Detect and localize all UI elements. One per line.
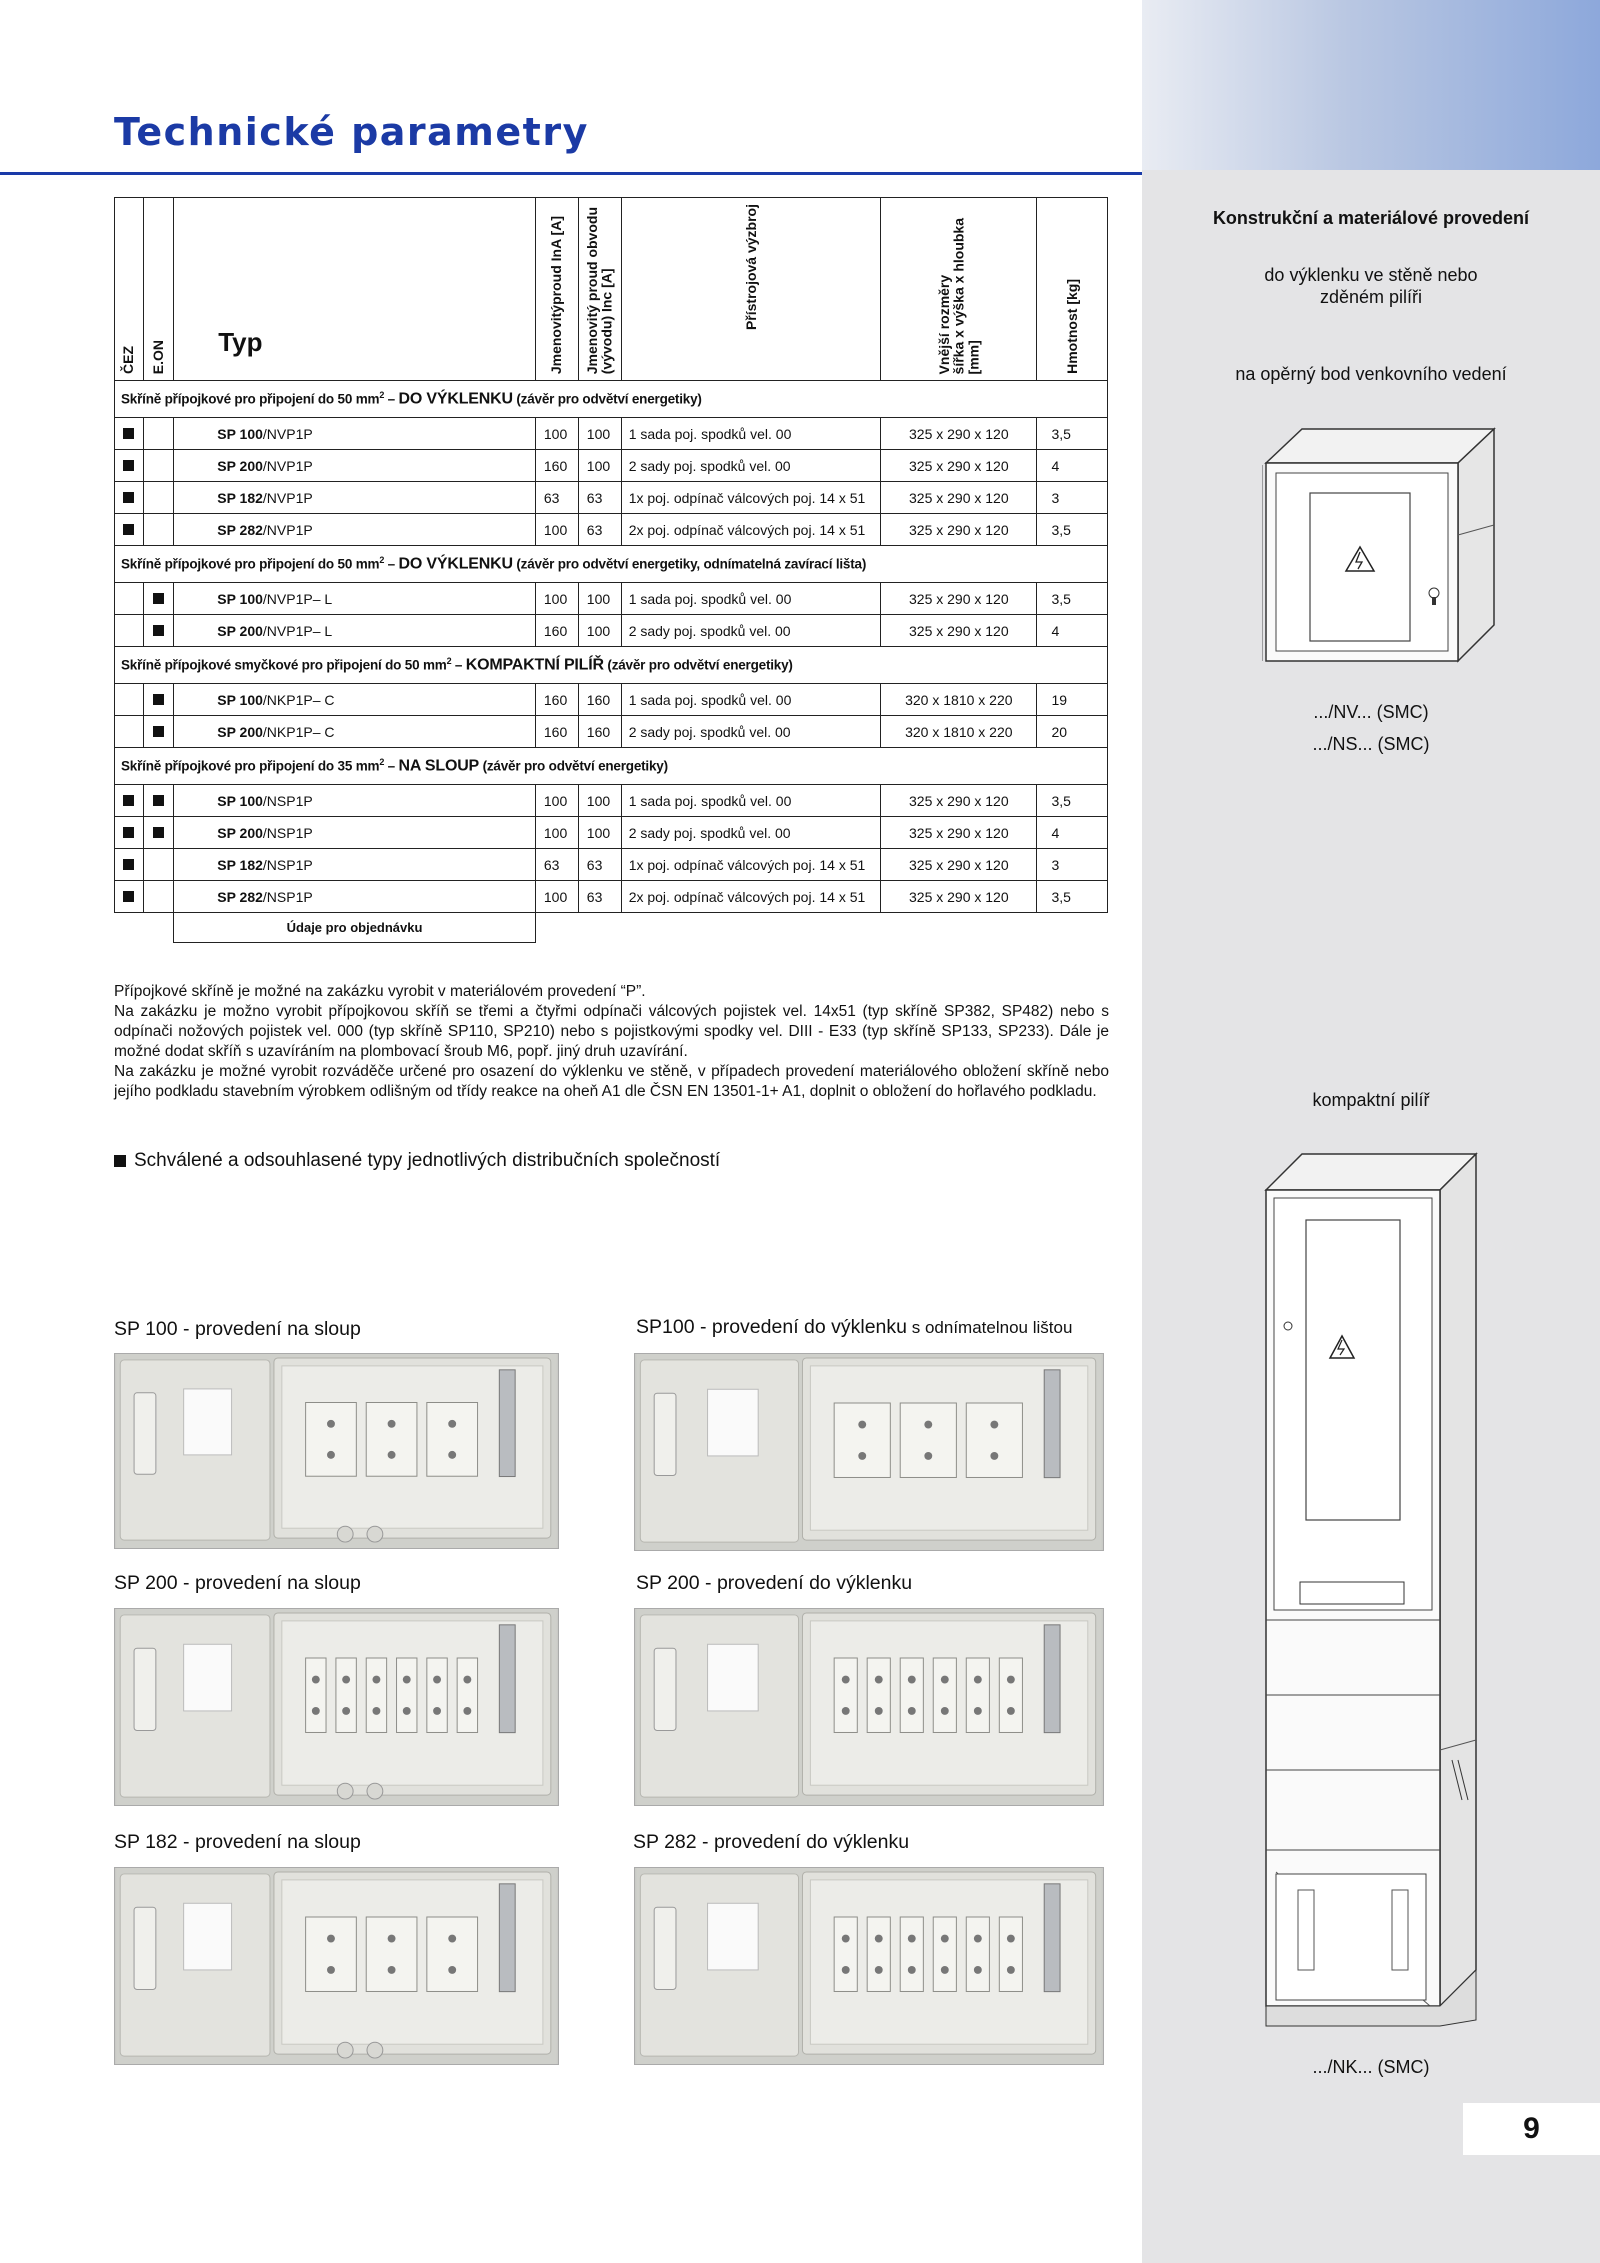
- variant-ns-label: .../NS... (SMC): [1312, 734, 1430, 754]
- type-variant: /NKP1P– C: [262, 723, 335, 740]
- cez-mark-cell: [115, 583, 144, 615]
- section-title-part: 2: [379, 389, 385, 400]
- eon-mark-cell: [143, 785, 174, 817]
- section-title-part: (závěr pro odvětví energetiky): [479, 758, 668, 774]
- type-cell: [174, 615, 536, 647]
- photo-caption: SP 200 - provedení na sloup: [114, 1572, 361, 1594]
- section-title-part: 2: [379, 554, 385, 565]
- table-row: [115, 716, 1108, 748]
- rated-current-cell: 63: [535, 849, 578, 881]
- section-title: [115, 546, 1108, 583]
- weight-cell: 3,5: [1037, 881, 1108, 913]
- section-title-part: (závěr pro odvětví energetiky): [603, 657, 793, 673]
- rated-circuit-current-cell: 63: [578, 514, 621, 546]
- dimensions-cell: 325 x 290 x 120: [881, 817, 1037, 849]
- page-number: 9: [1523, 2112, 1540, 2145]
- eon-mark-cell: [143, 583, 174, 615]
- table-row: [115, 482, 1108, 514]
- notes: [114, 982, 1109, 1102]
- rated-current-cell: 160: [535, 615, 578, 647]
- rated-circuit-current-cell: 100: [578, 418, 621, 450]
- dimensions-cell: 325 x 290 x 120: [881, 514, 1037, 546]
- equipment-cell: 2 sady poj. spodků vel. 00: [621, 450, 880, 482]
- section-title-part: DO VÝKLENKU: [398, 390, 513, 408]
- equipment-cell: 2 sady poj. spodků vel. 00: [621, 615, 880, 647]
- square-mark-icon: [153, 625, 164, 636]
- weight-cell: 3: [1037, 849, 1108, 881]
- type-variant: /NVP1P: [262, 521, 313, 538]
- niche-variant-text: do výklenku ve stěně nebo zděném pilíři: [1264, 265, 1478, 307]
- cez-mark-cell: [115, 418, 144, 450]
- eon-mark-cell: [143, 450, 174, 482]
- section-title-part: Skříně přípojkové smyčkové pro připojení do 50 mm: [121, 657, 447, 673]
- rated-current-cell: 100: [535, 418, 578, 450]
- type-cell: [174, 716, 536, 748]
- spacer-cell: [535, 913, 1107, 943]
- order-row: [115, 913, 1108, 943]
- header-eon: E.ON: [143, 198, 174, 381]
- table-row: [115, 881, 1108, 913]
- rated-circuit-current-cell: 100: [578, 615, 621, 647]
- header-type: Typ: [174, 198, 536, 381]
- weight-cell: 3,5: [1037, 418, 1108, 450]
- dimensions-cell: 325 x 290 x 120: [881, 849, 1037, 881]
- header-dimensions: Vnější rozměry šířka x výška x hloubka [mm]: [881, 198, 1037, 381]
- cez-mark-cell: [115, 450, 144, 482]
- dimensions-cell: 325 x 290 x 120: [881, 785, 1037, 817]
- cez-mark-cell: [115, 684, 144, 716]
- photo-caption: SP 282 - provedení do výklenku: [633, 1831, 910, 1853]
- rated-circuit-current-cell: 63: [578, 482, 621, 514]
- type-code: SP 282: [217, 888, 263, 905]
- eon-mark-cell: [143, 817, 174, 849]
- section-title-part: –: [451, 657, 466, 673]
- compact-pillar-drawing: [1262, 1150, 1482, 2030]
- dimensions-cell: 325 x 290 x 120: [881, 418, 1037, 450]
- dimensions-cell: 320 x 1810 x 220: [881, 716, 1037, 748]
- type-code: SP 100: [217, 792, 263, 809]
- weight-cell: 4: [1037, 615, 1108, 647]
- equipment-cell: 2x poj. odpínač válcových poj. 14 x 51: [621, 881, 880, 913]
- spec-table: [114, 197, 1108, 943]
- dimensions-cell: 325 x 290 x 120: [881, 482, 1037, 514]
- table-row: [115, 849, 1108, 881]
- weight-cell: 3,5: [1037, 583, 1108, 615]
- type-cell: [174, 785, 536, 817]
- eon-mark-cell: [143, 716, 174, 748]
- type-code: SP 100: [217, 691, 263, 708]
- header-rated-current: Jmenovitýproud InA [A]: [535, 198, 578, 381]
- section-title-part: Skříně přípojkové pro připojení do 50 mm: [121, 391, 380, 407]
- square-mark-icon: [123, 428, 134, 439]
- square-mark-icon: [153, 694, 164, 705]
- type-variant: /NKP1P– C: [262, 691, 335, 708]
- eon-mark-cell: [143, 849, 174, 881]
- dimensions-cell: 320 x 1810 x 220: [881, 684, 1037, 716]
- type-code: SP 200: [217, 824, 263, 841]
- section-title-part: (závěr pro odvětví energetiky): [512, 391, 702, 407]
- type-cell: [174, 817, 536, 849]
- eon-mark-cell: [143, 881, 174, 913]
- photo-caption: SP100 - provedení do výklenku s odnímatelnou lištou: [636, 1316, 1073, 1338]
- type-cell: [174, 514, 536, 546]
- type-code: SP 200: [217, 622, 263, 639]
- eon-mark-cell: [143, 482, 174, 514]
- wall-box-drawing: [1262, 425, 1498, 675]
- legend: [114, 1150, 720, 1172]
- type-cell: [174, 583, 536, 615]
- rated-circuit-current-cell: 100: [578, 817, 621, 849]
- type-variant: /NVP1P– L: [262, 590, 333, 607]
- rated-current-cell: 100: [535, 514, 578, 546]
- section-row: [115, 381, 1108, 418]
- section-title-part: –: [384, 391, 399, 407]
- type-variant: /NSP1P: [262, 856, 313, 873]
- section-title-part: KOMPAKTNÍ PILÍŘ: [465, 656, 604, 674]
- order-label: Údaje pro objednávku: [174, 913, 536, 943]
- section-title: [115, 748, 1108, 785]
- legend-square-icon: [114, 1155, 126, 1167]
- table-row: [115, 684, 1108, 716]
- type-code: SP 200: [217, 723, 263, 740]
- pole-variant-text: na opěrný bod venkovního vedení: [1235, 364, 1507, 384]
- type-cell: [174, 849, 536, 881]
- section-title-part: 2: [446, 655, 452, 666]
- rated-current-cell: 160: [535, 684, 578, 716]
- type-cell: [174, 450, 536, 482]
- type-variant: /NSP1P: [262, 792, 313, 809]
- table-row: [115, 583, 1108, 615]
- square-mark-icon: [153, 827, 164, 838]
- section-title-part: Skříně přípojkové pro připojení do 50 mm: [121, 556, 380, 572]
- eon-mark-cell: [143, 418, 174, 450]
- table-row: [115, 785, 1108, 817]
- type-code: SP 100: [217, 590, 263, 607]
- equipment-cell: 1x poj. odpínač válcových poj. 14 x 51: [621, 482, 880, 514]
- type-variant: /NVP1P: [262, 489, 313, 506]
- table-row: [115, 615, 1108, 647]
- type-code: SP 182: [217, 489, 263, 506]
- type-code: SP 100: [217, 425, 263, 442]
- square-mark-icon: [123, 891, 134, 902]
- dimensions-cell: 325 x 290 x 120: [881, 615, 1037, 647]
- square-mark-icon: [153, 726, 164, 737]
- square-mark-icon: [153, 795, 164, 806]
- table-row: [115, 514, 1108, 546]
- weight-cell: 3: [1037, 482, 1108, 514]
- rated-current-cell: 160: [535, 716, 578, 748]
- type-cell: [174, 482, 536, 514]
- cez-mark-cell: [115, 514, 144, 546]
- weight-cell: 4: [1037, 450, 1108, 482]
- page-number-box: [1463, 2103, 1600, 2155]
- section-row: [115, 748, 1108, 785]
- equipment-cell: 1x poj. odpínač válcových poj. 14 x 51: [621, 849, 880, 881]
- section-title-part: Skříně přípojkové pro připojení do 35 mm: [121, 758, 380, 774]
- cez-mark-cell: [115, 881, 144, 913]
- equipment-cell: 2 sady poj. spodků vel. 00: [621, 716, 880, 748]
- section-title-part: 2: [379, 756, 385, 767]
- type-code: SP 282: [217, 521, 263, 538]
- cez-mark-cell: [115, 849, 144, 881]
- photo-caption: SP 182 - provedení na sloup: [114, 1831, 361, 1853]
- dimensions-cell: 325 x 290 x 120: [881, 881, 1037, 913]
- dimensions-cell: 325 x 290 x 120: [881, 450, 1037, 482]
- photo-caption: SP 100 - provedení na sloup: [114, 1318, 361, 1340]
- weight-cell: 4: [1037, 817, 1108, 849]
- square-mark-icon: [123, 492, 134, 503]
- eon-mark-cell: [143, 615, 174, 647]
- equipment-cell: 2x poj. odpínač válcových poj. 14 x 51: [621, 514, 880, 546]
- square-mark-icon: [123, 859, 134, 870]
- type-variant: /NVP1P: [262, 457, 313, 474]
- sp100-niche-photo: [634, 1353, 1104, 1551]
- legend-text: Schválené a odsouhlasené typy jednotlivých distribučních společností: [134, 1150, 721, 1171]
- section-title-part: DO VÝKLENKU: [398, 555, 513, 573]
- compact-pillar-label: kompaktní pilíř: [1312, 1090, 1430, 1110]
- type-variant: /NVP1P: [262, 425, 313, 442]
- table-row: [115, 418, 1108, 450]
- rated-circuit-current-cell: 63: [578, 849, 621, 881]
- weight-cell: 20: [1037, 716, 1108, 748]
- type-code: SP 200: [217, 457, 263, 474]
- rated-circuit-current-cell: 100: [578, 450, 621, 482]
- rated-current-cell: 100: [535, 583, 578, 615]
- square-mark-icon: [153, 593, 164, 604]
- sp282-niche-photo: [634, 1867, 1104, 2065]
- cez-mark-cell: [115, 615, 144, 647]
- note-paragraph: Na zakázku je možné vyrobit rozváděče určené pro osazení do výklenku ve stěně, v případech provedení materiálového obložení skříně nebo jejího podkladu stavebním výrobkem odlišným od třídy reakce na oheň A1 dle ČSN EN 13501-1+ A1, doplnit o obložení do hořlavého podkladu.: [114, 1063, 1109, 1100]
- variant-nk-label: .../NK... (SMC): [1312, 2057, 1430, 2077]
- table-row: [115, 450, 1108, 482]
- type-code: SP 182: [217, 856, 263, 873]
- type-cell: [174, 418, 536, 450]
- sp100-pole-photo: [114, 1353, 559, 1549]
- photo-caption: SP 200 - provedení do výklenku: [636, 1572, 913, 1594]
- header-rated-circuit-current: Jmenovitý proud obvodu (vývodu) Inc [A]: [578, 198, 621, 381]
- rated-circuit-current-cell: 160: [578, 716, 621, 748]
- equipment-cell: 1 sada poj. spodků vel. 00: [621, 785, 880, 817]
- square-mark-icon: [123, 795, 134, 806]
- eon-mark-cell: [143, 684, 174, 716]
- type-variant: /NVP1P– L: [262, 622, 333, 639]
- cez-mark-cell: [115, 785, 144, 817]
- square-mark-icon: [123, 460, 134, 471]
- sp200-niche-photo: [634, 1608, 1104, 1806]
- section-row: [115, 546, 1108, 583]
- page-title: Technické parametry: [114, 110, 589, 154]
- sp200-pole-photo: [114, 1608, 559, 1806]
- type-variant: /NSP1P: [262, 888, 313, 905]
- section-title: [115, 647, 1108, 684]
- square-mark-icon: [123, 524, 134, 535]
- rated-current-cell: 100: [535, 817, 578, 849]
- rated-circuit-current-cell: 100: [578, 785, 621, 817]
- cez-mark-cell: [115, 716, 144, 748]
- dimensions-cell: 325 x 290 x 120: [881, 583, 1037, 615]
- type-cell: [174, 881, 536, 913]
- cez-mark-cell: [115, 817, 144, 849]
- section-title-part: (závěr pro odvětví energetiky, odnímatelná zavírací lišta): [512, 556, 867, 572]
- weight-cell: 19: [1037, 684, 1108, 716]
- header-weight: Hmotnost [kg]: [1037, 198, 1108, 381]
- section-title-part: NA SLOUP: [398, 757, 480, 775]
- header-gradient-band: [1142, 0, 1600, 170]
- table-row: [115, 817, 1108, 849]
- section-title-part: –: [384, 758, 399, 774]
- header-equipment: Přístrojová výzbroj: [621, 198, 880, 381]
- section-title: [115, 381, 1108, 418]
- rated-current-cell: 100: [535, 785, 578, 817]
- type-cell: [174, 684, 536, 716]
- rated-current-cell: 63: [535, 482, 578, 514]
- eon-mark-cell: [143, 514, 174, 546]
- variant-nv-label: .../NV... (SMC): [1313, 702, 1429, 722]
- construction-title: Konstrukční a materiálové provedení: [1212, 208, 1530, 228]
- section-row: [115, 647, 1108, 684]
- sp182-pole-photo: [114, 1867, 559, 2065]
- rated-circuit-current-cell: 160: [578, 684, 621, 716]
- equipment-cell: 1 sada poj. spodků vel. 00: [621, 418, 880, 450]
- header-rule: [0, 172, 1142, 175]
- header-cez: ČEZ: [115, 198, 144, 381]
- equipment-cell: 2 sady poj. spodků vel. 00: [621, 817, 880, 849]
- cez-mark-cell: [115, 482, 144, 514]
- type-variant: /NSP1P: [262, 824, 313, 841]
- weight-cell: 3,5: [1037, 785, 1108, 817]
- rated-current-cell: 160: [535, 450, 578, 482]
- rated-circuit-current-cell: 100: [578, 583, 621, 615]
- note-paragraph: Přípojkové skříně je možné na zakázku vyrobit v materiálovém provedení “P”.: [114, 983, 646, 1000]
- rated-circuit-current-cell: 63: [578, 881, 621, 913]
- section-title-part: –: [384, 556, 399, 572]
- equipment-cell: 1 sada poj. spodků vel. 00: [621, 684, 880, 716]
- note-paragraph: Na zakázku je možno vyrobit přípojkovou skříň se třemi a čtyřmi odpínači válcových pojistek vel. 14x51 (typ skříně SP382, SP482) nebo s odpínači nožových pojistek vel. 000 (typ skříně SP110, SP210) nebo s pojistkovými spodky vel. DIII - E33 (typ skříně SP133, SP233). Dále je možné dodat skříň s uzavíráním na plombovací šroub M6, popř. jiný druh uzavírání.: [114, 1003, 1109, 1060]
- spacer-cell: [115, 913, 174, 943]
- weight-cell: 3,5: [1037, 514, 1108, 546]
- equipment-cell: 1 sada poj. spodků vel. 00: [621, 583, 880, 615]
- rated-current-cell: 100: [535, 881, 578, 913]
- square-mark-icon: [123, 827, 134, 838]
